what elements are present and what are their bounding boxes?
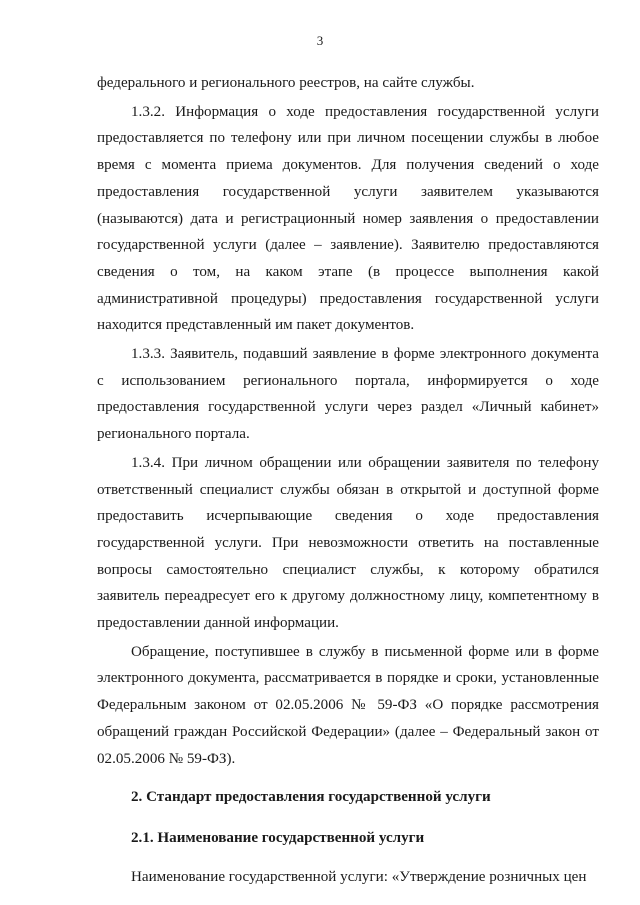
- paragraph-continuation: федерального и регионального реестров, на сайте службы.: [97, 75, 475, 91]
- paragraph-appeal: Обращение, поступившее в службу в письменной форме или в форме электронного документа, рассматривается в порядке и сроки, установленные Федеральным законом от 02.05.2006 № 59-ФЗ «О порядке рассмотрения обращений граждан Российской Федерации» (далее – Федеральный закон от 02.05.2006 № 59-ФЗ).: [97, 643, 599, 767]
- document-body: [97, 70, 599, 890]
- page-number: 3: [316, 33, 324, 48]
- paragraph-1-3-4: 1.3.4. При личном обращении или обращении заявителя по телефону ответственный специалист службы обязан в открытой и доступной форме предоставить исчерпывающие сведения о ходе предоставления государственной услуги. При невозможности ответить на поставленные вопросы самостоятельно специалист службы, к которому обратился заявитель переадресует его к другому должностному лицу, компетентному в предоставлении данной информации.: [97, 454, 599, 632]
- subsection-heading: 2.1. Наименование государственной услуги: [131, 829, 425, 846]
- paragraph-1-3-3: 1.3.3. Заявитель, подавший заявление в форме электронного документа с использованием регионального портала, информируется о ходе предоставления государственной услуги через раздел «Личный кабинет» регионального портала.: [97, 346, 599, 443]
- section-heading: 2. Стандарт предоставления государственной услуги: [131, 789, 491, 806]
- paragraph-service-name: Наименование государственной услуги: «Утверждение розничных цен: [131, 868, 587, 885]
- paragraph-1-3-2: 1.3.2. Информация о ходе предоставления государственной услуги предоставляется по телефону или при личном посещении службы в любое время с момента приема документов. Для получения сведений о ходе предоставления государственной услуги заявителем указываются (называются) дата и регистрационный номер заявления о предоставлении государственной услуги (далее – заявление). Заявителю предоставляются сведения о том, на каком этапе (в процессе выполнения какой административной процедуры) предоставления государственной услуги находится представленный им пакет документов.: [97, 103, 599, 334]
